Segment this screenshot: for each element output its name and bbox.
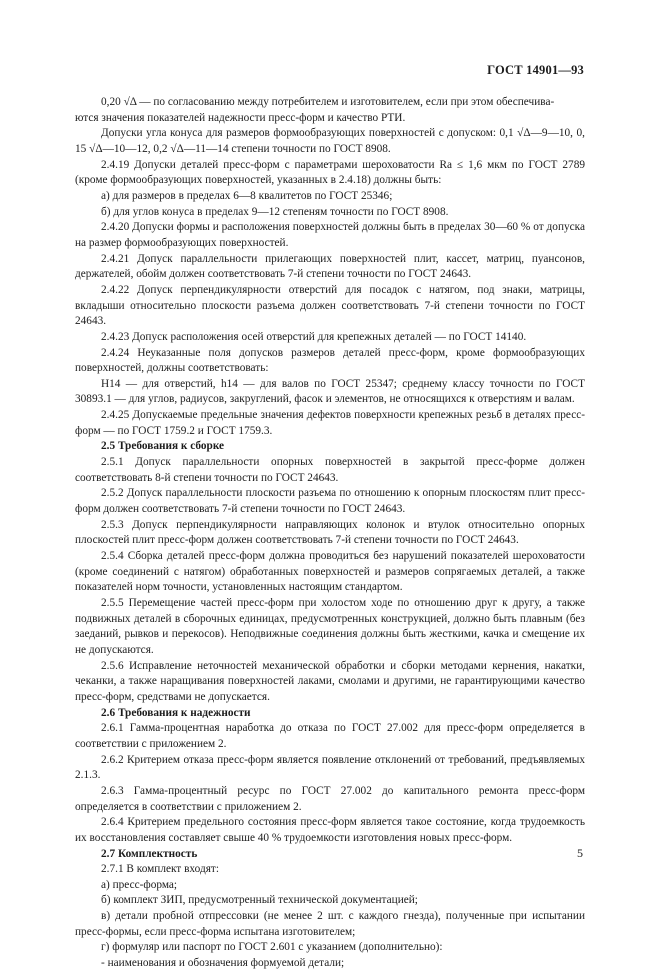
paragraph: Допуски угла конуса для размеров формообразующих поверхностей с допуском: 0,1 √Δ—9—10, 0, 15 √Δ—10—12, 0,2 √Δ—11—14 степени точности по ГОСТ 8908. xyxy=(75,127,585,155)
paragraph: 2.4.25 Допускаемые предельные значения дефектов поверхности крепежных резьб в деталях пресс-форм — по ГОСТ 1759.2 и ГОСТ 1759.3. xyxy=(75,409,585,437)
paragraph: - наименования и обозначения формуемой детали; xyxy=(101,957,345,970)
paragraph: 2.6.3 Гамма-процентный ресурс по ГОСТ 27.002 до капитального ремонта пресс-форм определяется в соответствии с приложением 2. xyxy=(75,784,585,813)
paragraph: 2.4.21 Допуск параллельности прилегающих поверхностей плит, кассет, матриц, пуансонов, держателей, обойм должен соответствовать 7-й степени точности по ГОСТ 24643. xyxy=(75,252,585,281)
paragraph: в) детали пробной отпрессовки (не менее 2 шт. с каждого гнезда), полученные при испытании пресс-формы, если пресс-форма испытана изготовителем; xyxy=(75,910,585,938)
paragraph: 2.5.1 Допуск параллельности опорных поверхностей в закрытой пресс-форме должен соответствовать 8-й степени точности по ГОСТ 24643. xyxy=(75,456,585,484)
document-code-header: ГОСТ 14901—93 xyxy=(487,63,584,77)
paragraph: 2.4.19 Допуски деталей пресс-форм с параметрами шероховатости Ra ≤ 1,6 мкм по ГОСТ 2789 (кроме формообразующих поверхностей, указанных в 2.4.18) должны быть: xyxy=(75,158,585,187)
section-heading: 2.7 Комплектность xyxy=(101,847,198,860)
document-body xyxy=(75,95,585,972)
paragraph: г) формуляр или паспорт по ГОСТ 2.601 с указанием (дополнительно): xyxy=(101,941,443,954)
paragraph: 2.6.2 Критерием отказа пресс-форм является появление отклонений от требований, предъявляемых 2.1.3. xyxy=(75,753,585,782)
paragraph: 2.5.5 Перемещение частей пресс-форм при холостом ходе по отношению друг к другу, а также подвижных деталей в сборочных единицах, предусмотренных конструкцией, должно быть плавным (без заеданий, рывков и перекосов). Неподвижные соединения должны быть жесткими, качка и смещение их не допускаются. xyxy=(75,597,585,656)
paragraph: 2.4.23 Допуск расположения осей отверстий для крепежных деталей — по ГОСТ 14140. xyxy=(101,330,527,343)
paragraph: 2.6.4 Критерием предельного состояния пресс-форм является такое состояние, когда трудоемкость их восстановления составляет свыше 40 % трудоемкости изготовления новых пресс-форм. xyxy=(75,816,585,844)
paragraph: 2.5.6 Исправление неточностей механической обработки и сборки методами кернения, накатки, чеканки, а также наращивания поверхностей лаками, смолами и другими, не гарантирующими качество пресс-форм, средствами не допускается. xyxy=(75,659,585,703)
paragraph: б) для углов конуса в пределах 9—12 степеням точности по ГОСТ 8908. xyxy=(101,205,449,218)
paragraph: б) комплект ЗИП, предусмотренный технической документацией; xyxy=(101,894,418,907)
paragraph: а) пресс-форма; xyxy=(101,878,178,891)
paragraph: ются значения показателей надежности пресс-форм и качество РТИ. xyxy=(75,111,406,124)
section-heading: 2.5 Требования к сборке xyxy=(101,440,225,453)
paragraph: 2.4.22 Допуск перпендикулярности отверстий для посадок с натягом, под знаки, матрицы, вкладыши относительно плоскости разъема должен соответствовать 7-й степени точности по ГОСТ 24643. xyxy=(75,283,585,328)
section-heading: 2.6 Требования к надежности xyxy=(101,706,251,719)
paragraph: 2.6.1 Гамма-процентная наработка до отказа по ГОСТ 27.002 для пресс-форм определяется в соответствии с приложением 2. xyxy=(75,722,585,750)
paragraph: 2.5.3 Допуск перпендикулярности направляющих колонок и втулок относительно опорных плоскостей плит пресс-форм должен соответствовать 7-й степени точности по ГОСТ 24643. xyxy=(75,518,585,547)
page-number: 5 xyxy=(577,846,583,860)
paragraph: 2.5.2 Допуск параллельности плоскости разъема по отношению к опорным плоскостям плит пресс-форм должен соответствовать 7-й степени точности по ГОСТ 24643. xyxy=(75,487,585,516)
paragraph: 0,20 √Δ — по согласованию между потребителем и изготовителем, если при этом обеспечива- xyxy=(101,96,555,108)
paragraph: 2.7.1 В комплект входят: xyxy=(101,863,219,876)
paragraph: а) для размеров в пределах 6—8 квалитетов по ГОСТ 25346; xyxy=(101,189,393,202)
paragraph: Н14 — для отверстий, h14 — для валов по ГОСТ 25347; среднему классу точности по ГОСТ 30893.1 — для углов, радиусов, закруглений, фасок и элементов, не относящихся к отверстиям и валам. xyxy=(75,377,585,406)
paragraph: 2.4.20 Допуски формы и расположения поверхностей должны быть в пределах 30—60 % от допуска на размер формообразующих поверхностей. xyxy=(75,221,585,249)
paragraph: 2.5.4 Сборка деталей пресс-форм должна проводиться без нарушений показателей шероховатости (кроме соединений с натягом) обработанных поверхностей и размеров сопрягаемых деталей, а также показателей норм точности, установленных настоящим стандартом. xyxy=(75,550,585,594)
paragraph: 2.4.24 Неуказанные поля допусков размеров деталей пресс-форм, кроме формообразующих поверхностей, должны соответствовать: xyxy=(75,346,585,375)
